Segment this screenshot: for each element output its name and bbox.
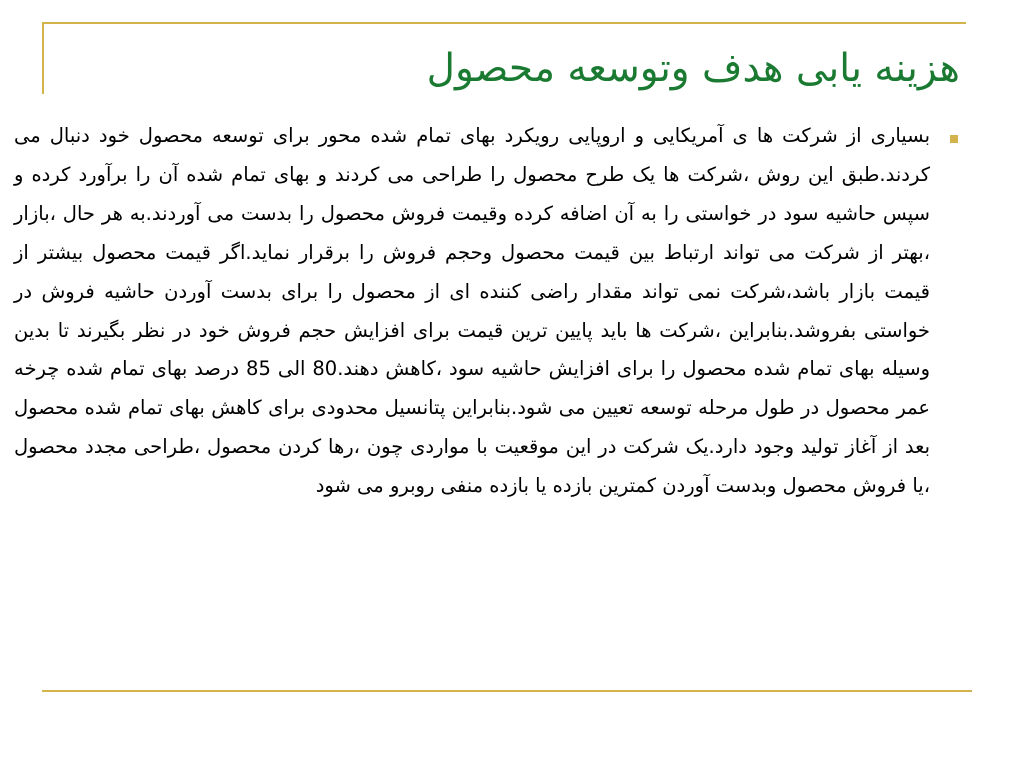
body-paragraph: بسیاری از شرکت ها ی آمریکایی و اروپایی رویکرد بهای تمام شده محور برای توسعه محصول خود دنبال می کردند.طبق این روش ،شرکت ها یک طرح محصول را طراحی می کردند و بهای تمام شده آن را برآورد کرده و سپس حاشیه سود در خواستی را به آن اضافه کرده وقیمت فروش محصول را بدست می آوردند.به هر حال ،بازار ،بهتر از شرکت می تواند ارتباط بین قیمت محصول وحجم فروش را برقرار نماید.اگر قیمت محصول بیشتر از قیمت بازار باشد،شرکت نمی تواند مقدار راضی کننده ای از محصول را برای بدست آوردن حاشیه فروش در خواستی بفروشد.بنابراین ،شرکت ها باید پایین ترین قیمت برای افزایش حجم فروش خود در نظر بگیرند تا بدین وسیله بهای تمام شده محصول را برای افزایش حاشیه سود ،کاهش دهند.80 الی 85 درصد بهای تمام شده چرخه عمر محصول در طول مرحله توسعه تعیین می شود.بنابراین پتانسیل محدودی برای کاهش بهای تمام شده محصول بعد از آغاز تولید وجود دارد.یک شرکت در این موقعیت با مواردی چون ،رها کردن محصول ،طراحی مجدد محصول ،یا فروش محصول وبدست آوردن کمترین بازده یا بازده منفی روبرو می شود bbox=[14, 124, 931, 498]
frame-top-rule bbox=[42, 22, 966, 24]
bullet-square-icon bbox=[950, 135, 958, 143]
frame-left-rule bbox=[42, 22, 44, 94]
frame-bottom-rule bbox=[42, 690, 972, 692]
slide-title: هزینه یابی هدف وتوسعه محصول bbox=[426, 46, 960, 91]
